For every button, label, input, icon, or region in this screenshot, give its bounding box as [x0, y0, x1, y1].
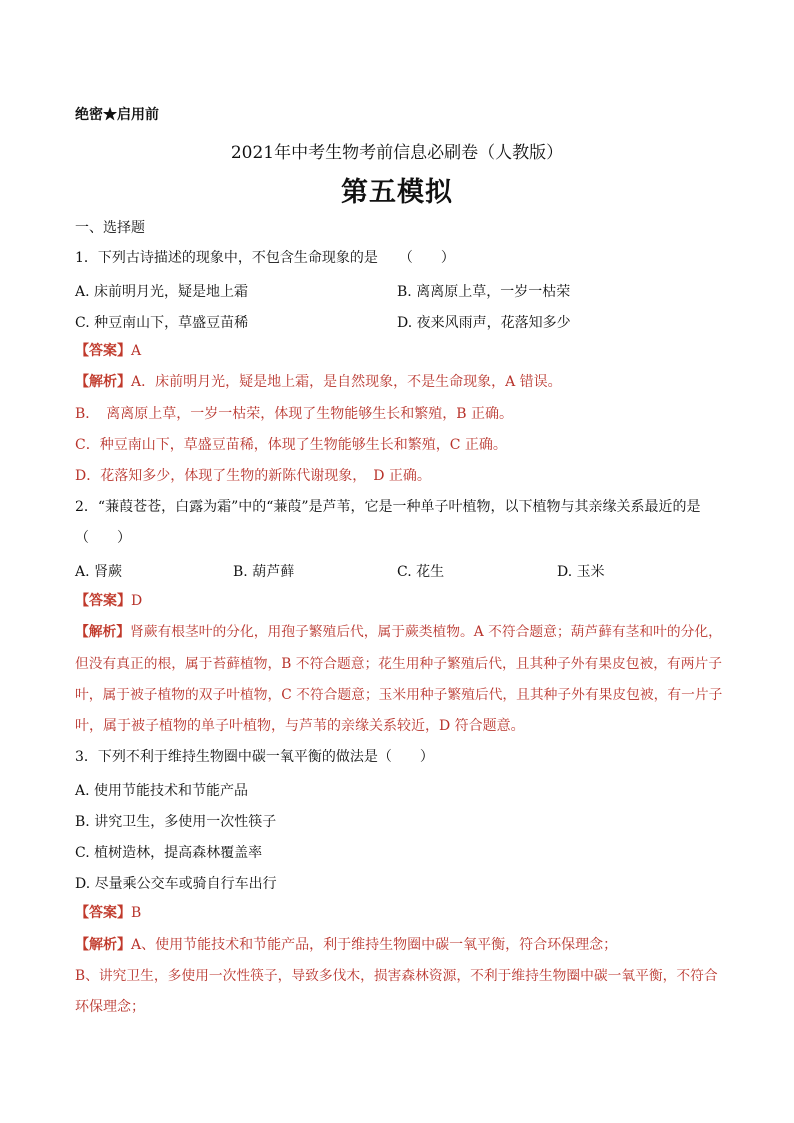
exam-title: 2021年中考生物考前信息必刷卷（人教版） — [230, 143, 564, 163]
q2-option-d: D. 玉米 — [557, 564, 605, 580]
q1-stem: 1．下列古诗描述的现象中，不包含生命现象的是 （ ） — [75, 250, 455, 266]
q1-option-b: B. 离离原上草，一岁一枯荣 — [397, 284, 571, 300]
answer-value: B — [131, 905, 142, 921]
q3-option-d: D. 尽量乘公交车或骑自行车出行 — [75, 876, 277, 892]
q1-option-c: C. 种豆南山下，草盛豆苗稀 — [75, 315, 249, 331]
answer-tag: 【答案】 — [75, 343, 131, 359]
q1-analysis-line: D．花落知多少，体现了生物的新陈代谢现象， D 正确。 — [75, 468, 431, 484]
q3-stem: 3．下列不利于维持生物圈中碳一氧平衡的做法是（ ） — [75, 749, 434, 765]
answer-value: A — [131, 343, 142, 359]
q1-option-a: A. 床前明月光，疑是地上霜 — [75, 284, 249, 300]
analysis-tag: 【解析】 — [75, 937, 131, 953]
exam-subtitle: 第五模拟 — [341, 177, 453, 208]
answer-tag: 【答案】 — [75, 905, 131, 921]
q1-option-d: D. 夜来风雨声，花落知多少 — [397, 315, 571, 331]
q3-option-c: C. 植树造林，提高森林覆盖率 — [75, 845, 263, 861]
q3-option-a: A. 使用节能技术和节能产品 — [75, 783, 249, 799]
q2-analysis-line — [75, 622, 722, 642]
section-heading: 一、选择题 — [75, 220, 145, 236]
q2-option-c: C. 花生 — [397, 564, 445, 580]
q1-analysis-line: C．种豆南山下，草盛豆苗稀，体现了生物能够生长和繁殖，C 正确。 — [75, 437, 507, 453]
q3-option-b: B. 讲究卫生，多使用一次性筷子 — [75, 814, 277, 830]
q2-stem-cont: （ ） — [75, 530, 131, 546]
answer-tag: 【答案】 — [75, 593, 131, 609]
analysis-tag: 【解析】 — [75, 374, 131, 390]
analysis-text: 肾蕨有根茎叶的分化，用孢子繁殖后代，属于蕨类植物。A 不符合题意；葫芦藓有茎和叶的分化， — [130, 624, 722, 640]
analysis-tag: 【解析】 — [75, 624, 131, 640]
q2-analysis-line: 但没有真正的根，属于苔藓植物，B 不符合题意；花生用种子繁殖后代，且其种子外有果皮包被，有两片子 — [75, 656, 722, 672]
q3-answer — [75, 903, 141, 923]
q2-answer — [75, 591, 142, 611]
q2-option-b: B. 葫芦藓 — [233, 564, 295, 580]
q1-analysis-line — [75, 372, 562, 392]
q3-analysis-line: B、讲究卫生，多使用一次性筷子，导致多伐木，损害森林资源，不利于维持生物圈中碳一氧平衡，不符合 — [75, 968, 718, 984]
q2-option-a: A. 肾蕨 — [75, 564, 123, 580]
analysis-text: A．床前明月光，疑是地上霜，是自然现象，不是生命现象，A 错误。 — [131, 374, 562, 390]
q1-analysis-line: B． 离离原上草，一岁一枯荣，体现了生物能够生长和繁殖，B 正确。 — [75, 406, 514, 422]
confidential-label: 绝密★启用前 — [75, 107, 159, 123]
analysis-text: A、使用节能技术和节能产品，利于维持生物圈中碳一氧平衡，符合环保理念； — [131, 937, 618, 953]
q2-analysis-line: 叶，属于被子植物的双子叶植物，C 不符合题意；玉米用种子繁殖后代，且其种子外有果皮包被，有一片子 — [75, 687, 723, 703]
q2-analysis-line: 叶，属于被子植物的单子叶植物，与芦苇的亲缘关系较近，D 符合题意。 — [75, 718, 525, 734]
answer-value: D — [131, 593, 143, 609]
q1-answer — [75, 341, 141, 361]
q3-analysis-line — [75, 935, 617, 955]
q2-stem: 2．“蒹葭苍苍，白露为霜”中的“蒹葭”是芦苇，它是一种单子叶植物，以下植物与其亲缘关系最近的是 — [75, 499, 701, 515]
q3-analysis-line: 环保理念； — [75, 999, 145, 1015]
